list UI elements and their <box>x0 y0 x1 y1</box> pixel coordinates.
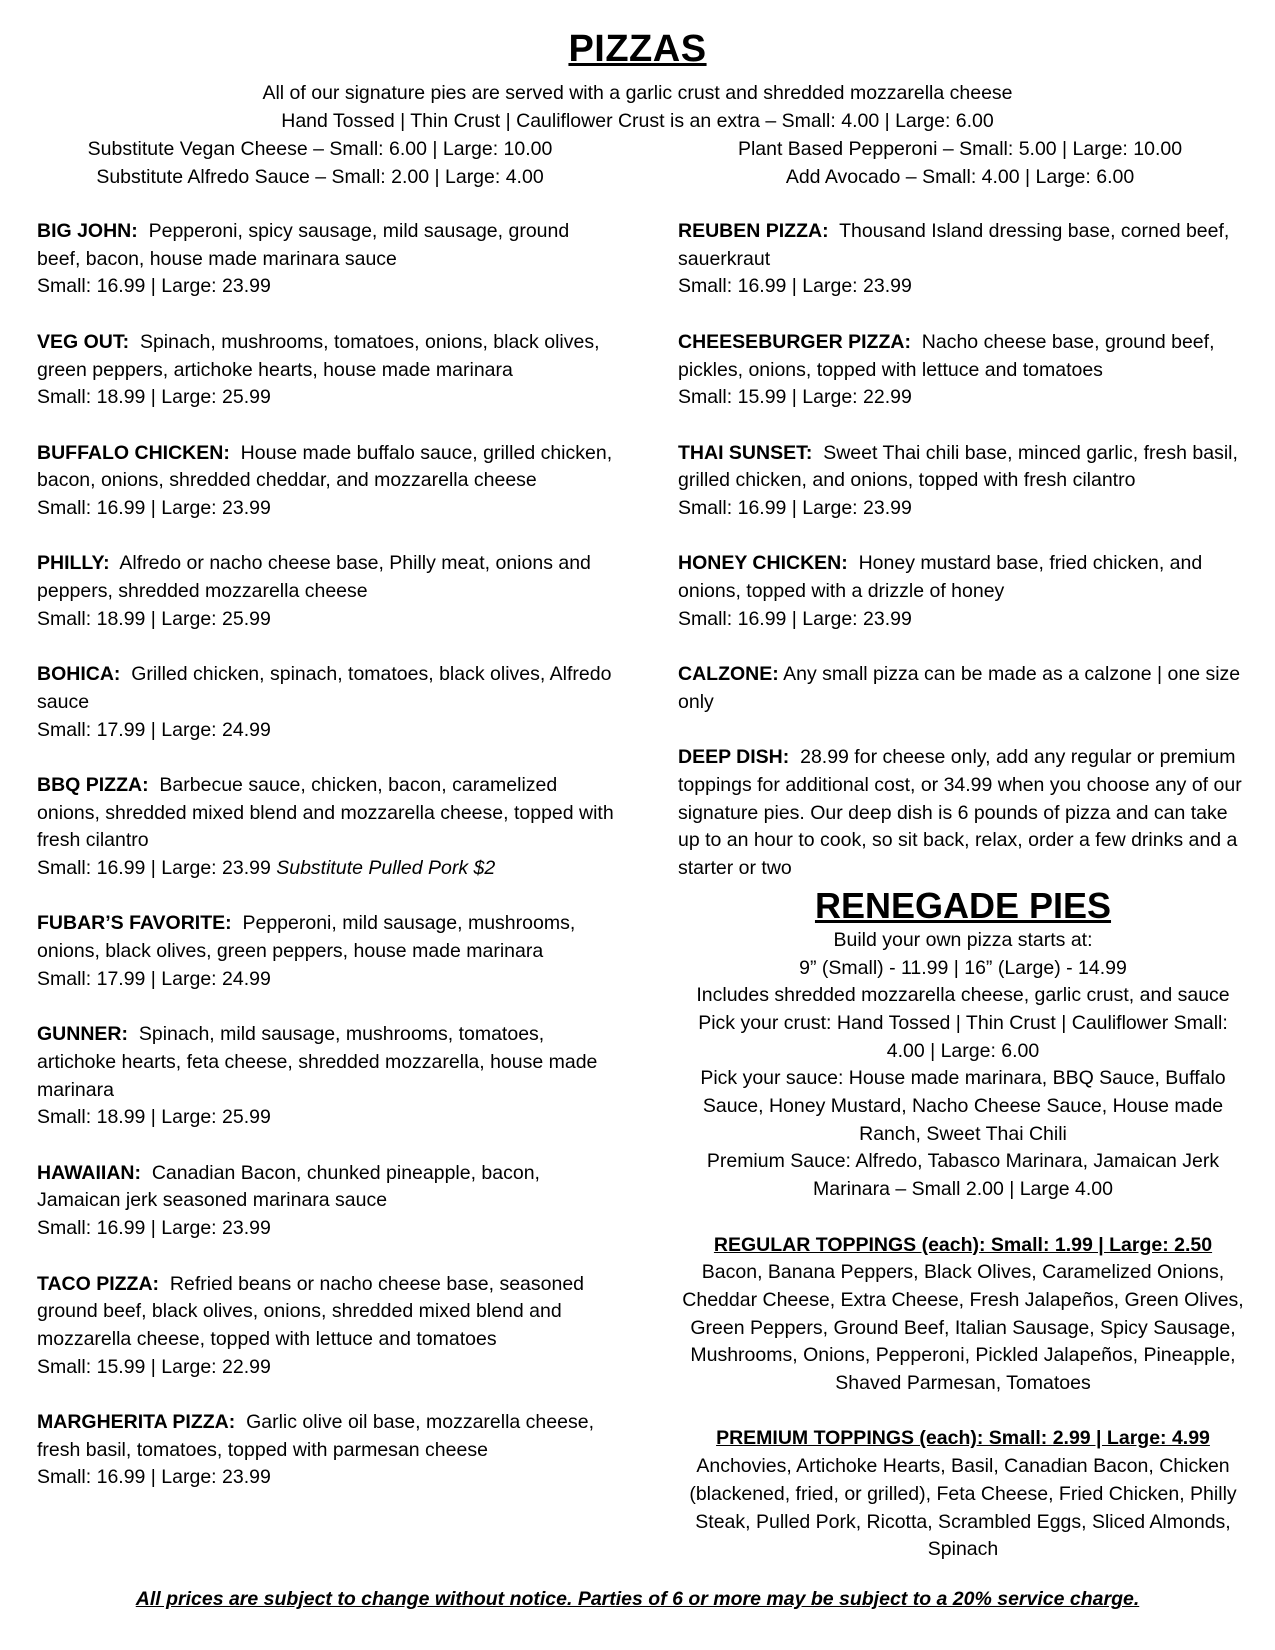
item-price: Small: 16.99 | Large: 23.99 <box>37 275 271 298</box>
substitution-line: Plant Based Pepperoni – Small: 5.00 | Large: 10.00 <box>737 138 1183 160</box>
menu-item <box>678 744 1248 883</box>
item-price: Small: 16.99 | Large: 23.99 <box>37 1466 271 1489</box>
item-price: Small: 16.99 | Large: 23.99 <box>37 497 271 519</box>
substitution-line: Substitute Alfredo Sauce – Small: 2.00 | Large: 4.00 <box>96 165 544 188</box>
item-price: Small: 17.99 | Large: 24.99 <box>37 718 271 741</box>
item-name: CALZONE: <box>678 663 779 686</box>
menu-item <box>37 440 617 523</box>
item-name: DEEP DISH: <box>678 746 790 769</box>
renegade-line: 9” (Small) - 11.99 | 16” (Large) - 14.99 <box>799 956 1127 979</box>
item-description: 28.99 for cheese only, add any regular or premium toppings for additional cost, or 34.99 when you choose any of our signature pies. Our deep dish is 6 pounds of pizza and can take up to an hour to cook, so sit back, relax, order a few drinks and a starter or two <box>678 746 1242 880</box>
item-name: MARGHERITA PIZZA: <box>37 1411 236 1434</box>
left-menu-column <box>37 218 617 1520</box>
item-description: Pepperoni, spicy sausage, mild sausage, ground beef, bacon, house made marinara sauce <box>37 220 570 270</box>
item-name: BOHICA: <box>37 663 121 686</box>
intro <box>0 80 1275 135</box>
menu-item <box>37 329 617 412</box>
premium-toppings-heading: PREMIUM TOPPINGS (each): Small: 2.99 | Large: 4.99 <box>716 1427 1210 1450</box>
menu-item <box>37 1160 617 1243</box>
substitution-line: Add Avocado – Small: 4.00 | Large: 6.00 <box>785 165 1135 188</box>
menu-item <box>37 550 617 633</box>
item-description: Refried beans or nacho cheese base, seasoned ground beef, black olives, onions, shredded mixed blend and mozzarella cheese, topped with lettuce and tomatoes <box>37 1272 585 1350</box>
item-price: Small: 18.99 | Large: 25.99 <box>37 1106 271 1129</box>
menu-item <box>37 772 617 883</box>
item-name: FUBAR’S FAVORITE: <box>37 912 232 935</box>
item-name: CHEESEBURGER PIZZA: <box>678 330 911 353</box>
regular-toppings-heading: REGULAR TOPPINGS (each): Small: 1.99 | Large: 2.50 <box>713 1233 1213 1256</box>
item-name: BBQ PIZZA: <box>37 773 149 796</box>
item-description: Nacho cheese base, ground beef, pickles, onions, topped with lettuce and tomatoes <box>678 330 1215 381</box>
item-description: Spinach, mushrooms, tomatoes, onions, black olives, green peppers, artichoke hearts, house made marinara <box>37 330 600 381</box>
item-price: Small: 15.99 | Large: 22.99 <box>678 386 912 409</box>
menu-item <box>37 1271 617 1382</box>
item-name: TACO PIZZA: <box>37 1272 160 1295</box>
item-price: Small: 15.99 | Large: 22.99 <box>37 1355 271 1378</box>
menu-item <box>37 661 617 744</box>
item-name: REUBEN PIZZA: <box>678 220 829 242</box>
item-description: Sweet Thai chili base, minced garlic, fresh basil, grilled chicken, and onions, topped with fresh cilantro <box>678 441 1238 492</box>
item-description: Canadian Bacon, chunked pineapple, bacon, Jamaican jerk seasoned marinara sauce <box>37 1161 540 1212</box>
menu-item <box>678 218 1248 301</box>
item-description: Barbecue sauce, chicken, bacon, caramelized onions, shredded mixed blend and mozzarella cheese, topped with fresh cilantro <box>37 773 614 852</box>
renegade-line: Pick your sauce: House made marinara, BBQ Sauce, Buffalo Sauce, Honey Mustard, Nacho Cheese Sauce, House made Ranch, Sweet Thai Chili <box>700 1067 1226 1145</box>
item-price: Small: 16.99 | Large: 23.99 <box>678 497 912 519</box>
renegade-title: RENEGADE PIES <box>814 884 1112 926</box>
item-name: BIG JOHN: <box>37 220 138 242</box>
item-description: Alfredo or nacho cheese base, Philly meat, onions and peppers, shredded mozzarella cheese <box>37 552 591 603</box>
menu-item <box>37 218 617 301</box>
item-name: VEG OUT: <box>37 330 130 353</box>
item-name: HONEY CHICKEN: <box>678 552 848 575</box>
renegade-line: Premium Sauce: Alfredo, Tabasco Marinara, Jamaican Jerk Marinara – Small 2.00 | Large 4.00 <box>706 1150 1220 1201</box>
regular-toppings-list: Bacon, Banana Peppers, Black Olives, Caramelized Onions, Cheddar Cheese, Extra Cheese, Fresh Jalapeños, Green Olives, Green Peppers, Ground Beef, Italian Sausage, Spicy Sausage, Mushrooms, Onions, Pepperoni, Pickled Jalapeños, Pineapple, Shaved Parmesan, Tomatoes <box>682 1261 1244 1395</box>
item-description: Garlic olive oil base, mozzarella cheese, fresh basil, tomatoes, topped with parmesan cheese <box>37 1411 594 1461</box>
menu-item <box>37 910 617 993</box>
substitution-line: Substitute Vegan Cheese – Small: 6.00 | Large: 10.00 <box>87 138 553 160</box>
item-price: Small: 17.99 | Large: 24.99 <box>37 967 271 990</box>
substitutions-right <box>660 136 1260 191</box>
premium-toppings-list: Anchovies, Artichoke Hearts, Basil, Canadian Bacon, Chicken (blackened, fried, or grilled), Feta Cheese, Fried Chicken, Philly Steak, Pulled Pork, Ricotta, Scrambled Eggs, Sliced Almonds, Spinach <box>689 1455 1237 1561</box>
item-price: Small: 16.99 | Large: 23.99 <box>678 275 912 298</box>
item-description: Pepperoni, mild sausage, mushrooms, onions, black olives, green peppers, house made marinara <box>37 912 576 963</box>
item-price: Small: 18.99 | Large: 25.99 <box>37 607 271 630</box>
item-price-row <box>37 855 617 883</box>
item-name: GUNNER: <box>37 1023 128 1046</box>
right-menu-column <box>678 218 1248 1564</box>
menu-item <box>37 1021 617 1132</box>
footer-disclaimer: All prices are subject to change without notice. Parties of 6 or more may be subject to a 20% service charge. <box>135 1588 1140 1610</box>
item-note: Substitute Pulled Pork $2 <box>276 857 496 880</box>
item-description: Spinach, mild sausage, mushrooms, tomatoes, artichoke hearts, feta cheese, shredded mozzarella, house made marinara <box>37 1023 598 1101</box>
item-name: BUFFALO CHICKEN: <box>37 441 230 464</box>
menu-item <box>678 661 1248 716</box>
item-price: Small: 16.99 | Large: 23.99 <box>37 857 271 880</box>
item-description: Thousand Island dressing base, corned beef, sauerkraut <box>678 220 1230 270</box>
renegade-info <box>678 927 1248 1564</box>
menu-item <box>678 550 1248 633</box>
menu-item <box>678 440 1248 523</box>
page-title: PIZZAS <box>568 28 707 70</box>
item-price: Small: 16.99 | Large: 23.99 <box>678 607 912 630</box>
item-price: Small: 16.99 | Large: 23.99 <box>37 1217 271 1240</box>
menu-item <box>37 1409 617 1492</box>
renegade-line: Pick your crust: Hand Tossed | Thin Crust | Cauliflower Small: 4.00 | Large: 6.00 <box>698 1011 1228 1062</box>
item-description: Grilled chicken, spinach, tomatoes, black olives, Alfredo sauce <box>37 663 612 713</box>
item-description: Honey mustard base, fried chicken, and onions, topped with a drizzle of honey <box>678 552 1203 603</box>
substitutions-left <box>20 136 620 191</box>
item-name: THAI SUNSET: <box>678 441 813 464</box>
item-price: Small: 18.99 | Large: 25.99 <box>37 386 271 409</box>
menu-item <box>678 329 1248 412</box>
item-name: PHILLY: <box>37 552 110 575</box>
intro-line: All of our signature pies are served with a garlic crust and shredded mozzarella cheese <box>262 82 1013 104</box>
renegade-line: Build your own pizza starts at: <box>833 928 1093 951</box>
renegade-line: Includes shredded mozzarella cheese, garlic crust, and sauce <box>696 984 1230 1007</box>
crust-options-line: Hand Tossed | Thin Crust | Cauliflower Crust is an extra – Small: 4.00 | Large: 6.00 <box>281 109 994 132</box>
item-description: House made buffalo sauce, grilled chicken, bacon, onions, shredded cheddar, and mozzarella cheese <box>37 441 613 492</box>
item-name: HAWAIIAN: <box>37 1161 141 1184</box>
item-description: Any small pizza can be made as a calzone | one size only <box>678 663 1241 713</box>
